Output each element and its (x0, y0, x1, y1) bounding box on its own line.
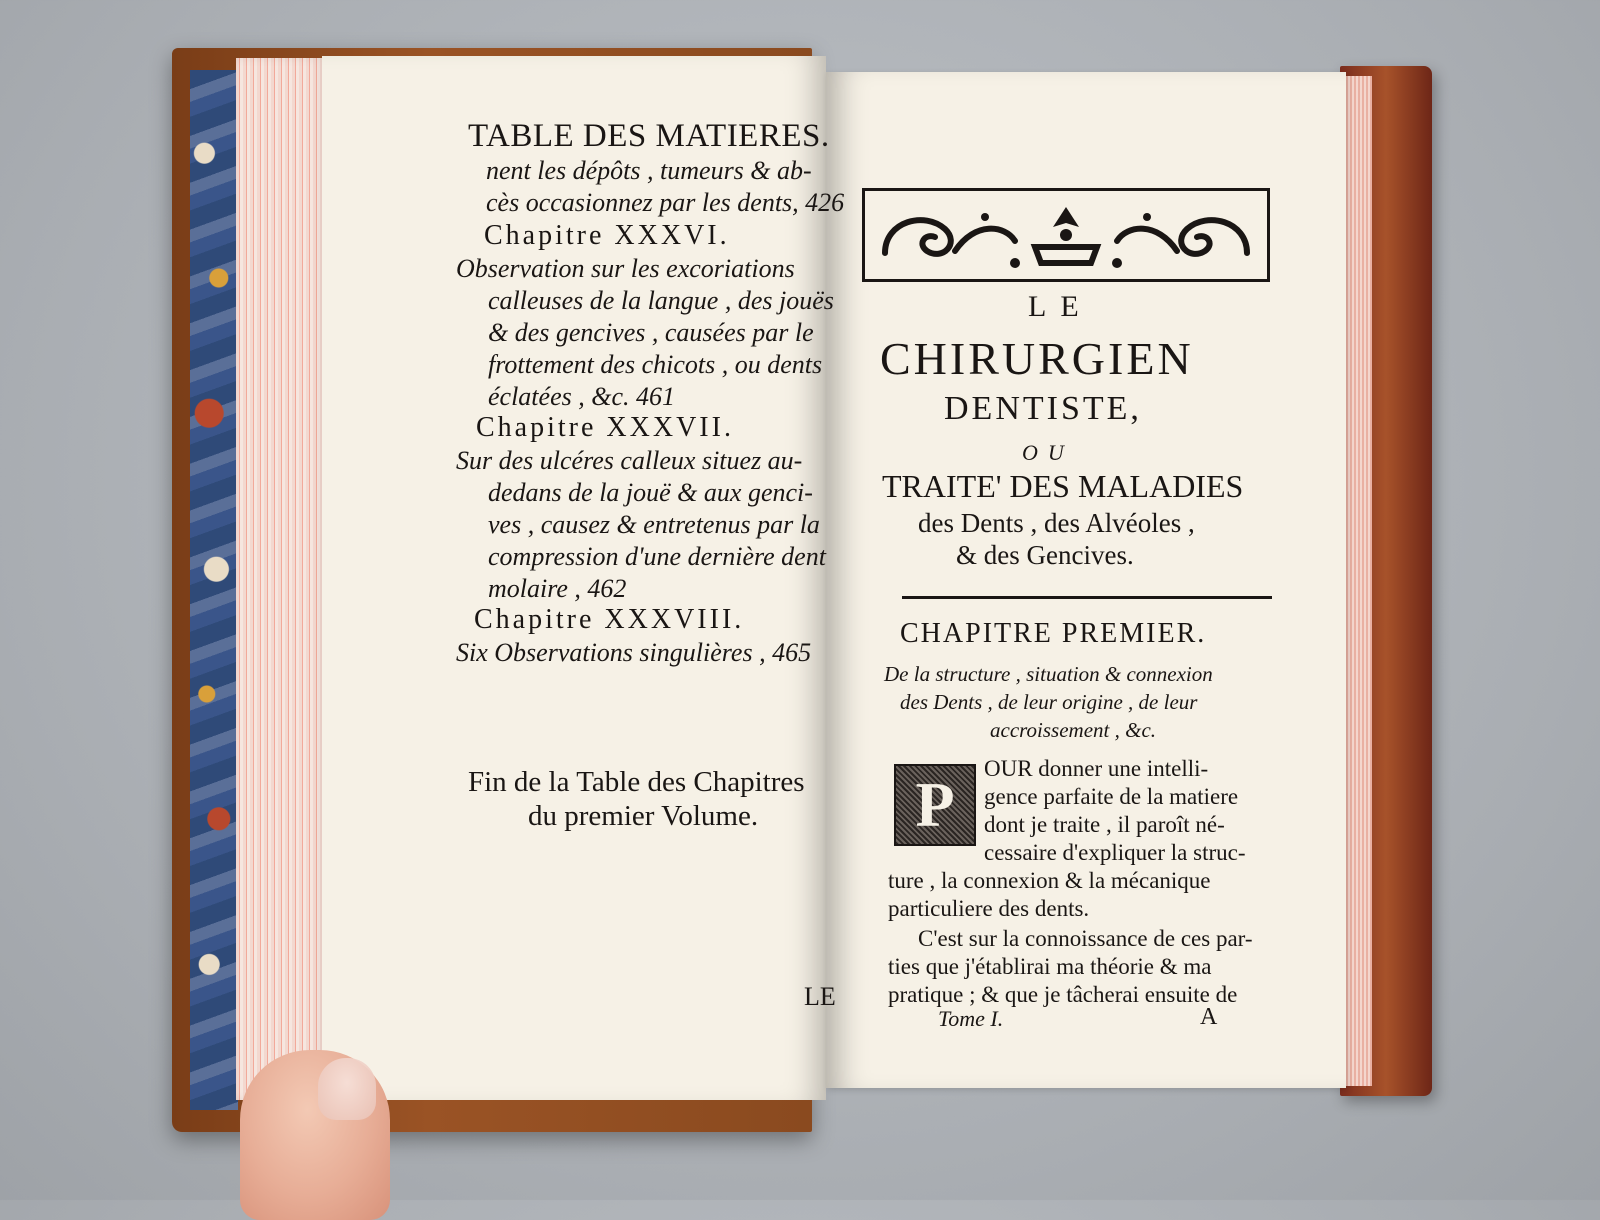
body-line: ties que j'établirai ma théorie & ma (888, 954, 1212, 979)
toc-line: frottement des chicots , ou dents (488, 350, 823, 379)
toc-chapter-heading: Chapitre XXXVII. (476, 412, 734, 443)
toc-line: compression d'une dernière dent (488, 542, 826, 571)
toc-chapter-heading: Chapitre XXXVIII. (474, 604, 745, 635)
body-line: cessaire d'expliquer la struc- (984, 840, 1246, 865)
drop-cap (894, 764, 976, 846)
title-traite: TRAITE' DES MALADIES (882, 468, 1244, 504)
toc-line: & des gencives , causées par le (488, 318, 814, 347)
toc-line: molaire , 462 (488, 574, 627, 603)
toc-end-line: du premier Volume. (528, 800, 759, 832)
footer-volume: Tome I. (938, 1006, 1004, 1031)
chapter-heading: CHAPITRE PREMIER. (900, 618, 1207, 649)
toc-line: Observation sur les excoriations (456, 254, 795, 283)
right-page-edges (1346, 76, 1372, 1086)
chapter-subtitle: des Dents , de leur origine , de leur (900, 690, 1198, 714)
scroll-ornament-icon (865, 191, 1267, 279)
toc-line: ves , causez & entretenus par la (488, 510, 820, 539)
toc-line: nent les dépôts , tumeurs & ab- (486, 156, 812, 185)
title-line: des Dents , des Alvéoles , (918, 508, 1195, 538)
toc-end-line: Fin de la Table des Chapitres (468, 766, 805, 798)
drop-cap-letter: P (915, 769, 955, 840)
toc-line: cès occasionnez par les dents, 426 (486, 188, 845, 217)
toc-line: calleuses de la langue , des jouës (488, 286, 834, 315)
toc-line: Sur des ulcéres calleux situez au- (456, 446, 803, 475)
chapter-subtitle: De la structure , situation & connexion (884, 662, 1213, 686)
title-sub: DENTISTE, (944, 390, 1142, 427)
catchword: LE (804, 982, 836, 1011)
ornamental-headpiece (862, 188, 1270, 282)
chapter-subtitle: accroissement , &c. (990, 718, 1157, 742)
toc-line: éclatées , &c. 461 (488, 382, 675, 411)
body-line: OUR donner une intelli- (984, 756, 1209, 781)
body-line: gence parfaite de la matiere (984, 784, 1239, 809)
body-line: C'est sur la connoissance de ces par- (918, 926, 1253, 951)
title-ou: OU (1022, 440, 1074, 465)
toc-chapter-heading: Chapitre XXXVI. (484, 220, 730, 251)
body-line: ture , la connexion & la mécanique (888, 868, 1211, 893)
body-line: particuliere des dents. (888, 896, 1090, 921)
title-main: CHIRURGIEN (880, 333, 1194, 384)
thumbnail-nail (318, 1058, 376, 1120)
toc-line: Six Observations singulières , 465 (456, 638, 812, 667)
footer-signature: A (1200, 1004, 1218, 1030)
title-le: LE (1028, 290, 1093, 323)
page-edges (236, 58, 326, 1100)
toc-line: dedans de la jouë & aux genci- (488, 478, 813, 507)
running-header: TABLE DES MATIERES. (468, 118, 830, 154)
title-line: & des Gencives. (956, 540, 1134, 570)
marbled-endpaper (190, 70, 238, 1110)
body-line: pratique ; & que je tâcherai ensuite de (888, 982, 1238, 1007)
horizontal-rule (902, 596, 1272, 599)
body-line: dont je traite , il paroît né- (984, 812, 1225, 837)
